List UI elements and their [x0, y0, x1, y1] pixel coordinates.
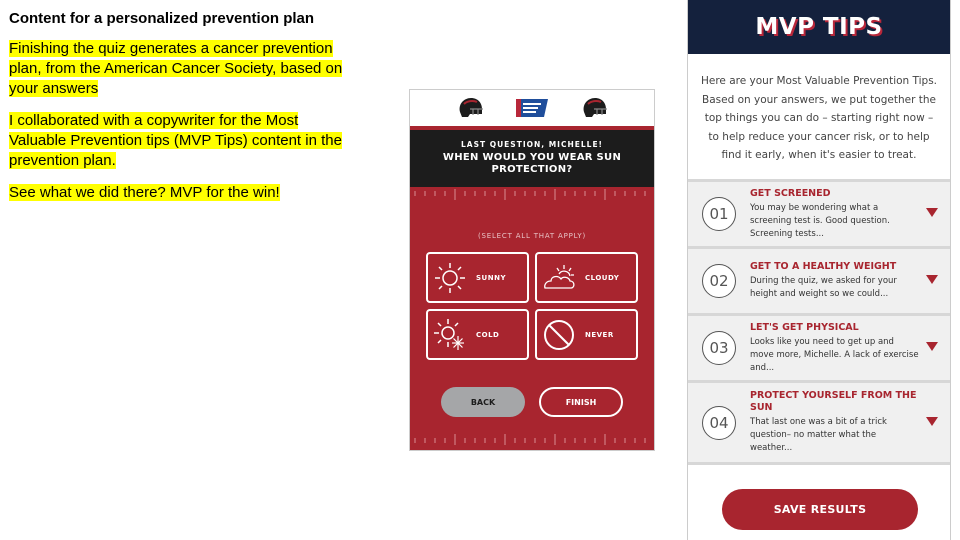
- prohibited-icon: [541, 317, 577, 353]
- tip-body: That last one was a bit of a trick question– no matter what the weather...: [750, 417, 887, 453]
- paragraph-2: I collaborated with a copywriter for the Most Valuable Prevention tips (MVP Tips) content in the prevention plan.: [9, 112, 342, 169]
- tip-item[interactable]: [688, 246, 950, 313]
- expand-caret-icon[interactable]: [926, 342, 938, 351]
- divider: [688, 462, 950, 465]
- answer-options: [410, 252, 654, 360]
- sun-icon: [432, 260, 468, 296]
- tip-title: GET TO A HEALTHY WEIGHT: [750, 261, 897, 272]
- option-label: COLD: [476, 330, 500, 339]
- helmet-icon: [456, 96, 484, 120]
- helmet-icon: [580, 96, 608, 120]
- back-button[interactable]: BACK: [441, 387, 525, 417]
- paragraph-1: Finishing the quiz generates a cancer prevention plan, from the American Cancer Society, based on your answers: [9, 40, 343, 97]
- option-label: SUNNY: [476, 273, 507, 282]
- tip-number: 01: [702, 197, 736, 231]
- option-cloudy[interactable]: [535, 252, 638, 303]
- yard-lines-bottom: [410, 432, 655, 446]
- quiz-nav: [410, 387, 654, 417]
- tip-content: [750, 261, 920, 301]
- tip-content: [750, 322, 920, 375]
- expand-caret-icon[interactable]: [926, 208, 938, 217]
- slide-text: [9, 10, 359, 215]
- cloud-sun-icon: [541, 260, 577, 296]
- tip-title: PROTECT YOURSELF FROM THE SUN: [750, 390, 917, 413]
- option-label: CLOUDY: [585, 273, 620, 282]
- tip-title: GET SCREENED: [750, 187, 831, 199]
- tip-number: 02: [702, 264, 736, 298]
- mvp-tips-panel: [687, 0, 951, 540]
- slide-title: Content for a personalized prevention plan: [9, 10, 315, 27]
- question-text: WHEN WOULD YOU WEAR SUN PROTECTION?: [442, 152, 622, 175]
- panel-title: MVP TIPS: [755, 14, 883, 40]
- tip-title: LET'S GET PHYSICAL: [750, 321, 859, 333]
- option-cold[interactable]: [426, 309, 529, 360]
- option-sunny[interactable]: [426, 252, 529, 303]
- tip-item[interactable]: [688, 313, 950, 380]
- option-never[interactable]: [535, 309, 638, 360]
- tip-item[interactable]: [688, 179, 950, 246]
- select-all-instruction: (SELECT ALL THAT APPLY): [477, 232, 586, 240]
- yard-lines-top: [410, 188, 655, 202]
- paragraph-3: See what we did there? MVP for the win!: [9, 184, 280, 201]
- tip-number: 03: [702, 331, 736, 365]
- panel-header: [688, 0, 950, 54]
- expand-caret-icon[interactable]: [926, 275, 938, 284]
- tip-number: 04: [702, 406, 736, 440]
- option-label: NEVER: [585, 330, 614, 339]
- tip-content: [750, 188, 920, 241]
- save-results-button[interactable]: SAVE RESULTS: [722, 489, 918, 530]
- tip-item[interactable]: [688, 380, 950, 462]
- question-intro: LAST QUESTION, MICHELLE!: [461, 140, 603, 149]
- tip-body: You may be wondering what a screening test is. Good question. Screening tests...: [750, 202, 890, 239]
- question-band: [410, 130, 654, 187]
- tip-content: [750, 390, 920, 455]
- quiz-screen: [409, 89, 655, 451]
- acs-logo: [514, 96, 550, 120]
- panel-intro: Here are your Most Valuable Prevention Tips. Based on your answers, we put together the top things you can do – starting right now – to help reduce your cancer risk, or to help find it early, when it's easier to treat.: [700, 75, 938, 161]
- finish-button[interactable]: FINISH: [539, 387, 623, 417]
- expand-caret-icon[interactable]: [926, 417, 938, 426]
- tip-body: During the quiz, we asked for your height and weight so we could...: [750, 276, 897, 299]
- sun-snowflake-icon: [432, 317, 468, 353]
- quiz-header: [410, 90, 654, 126]
- tip-body: Looks like you need to get up and move more, Michelle. A lack of exercise and...: [750, 336, 919, 373]
